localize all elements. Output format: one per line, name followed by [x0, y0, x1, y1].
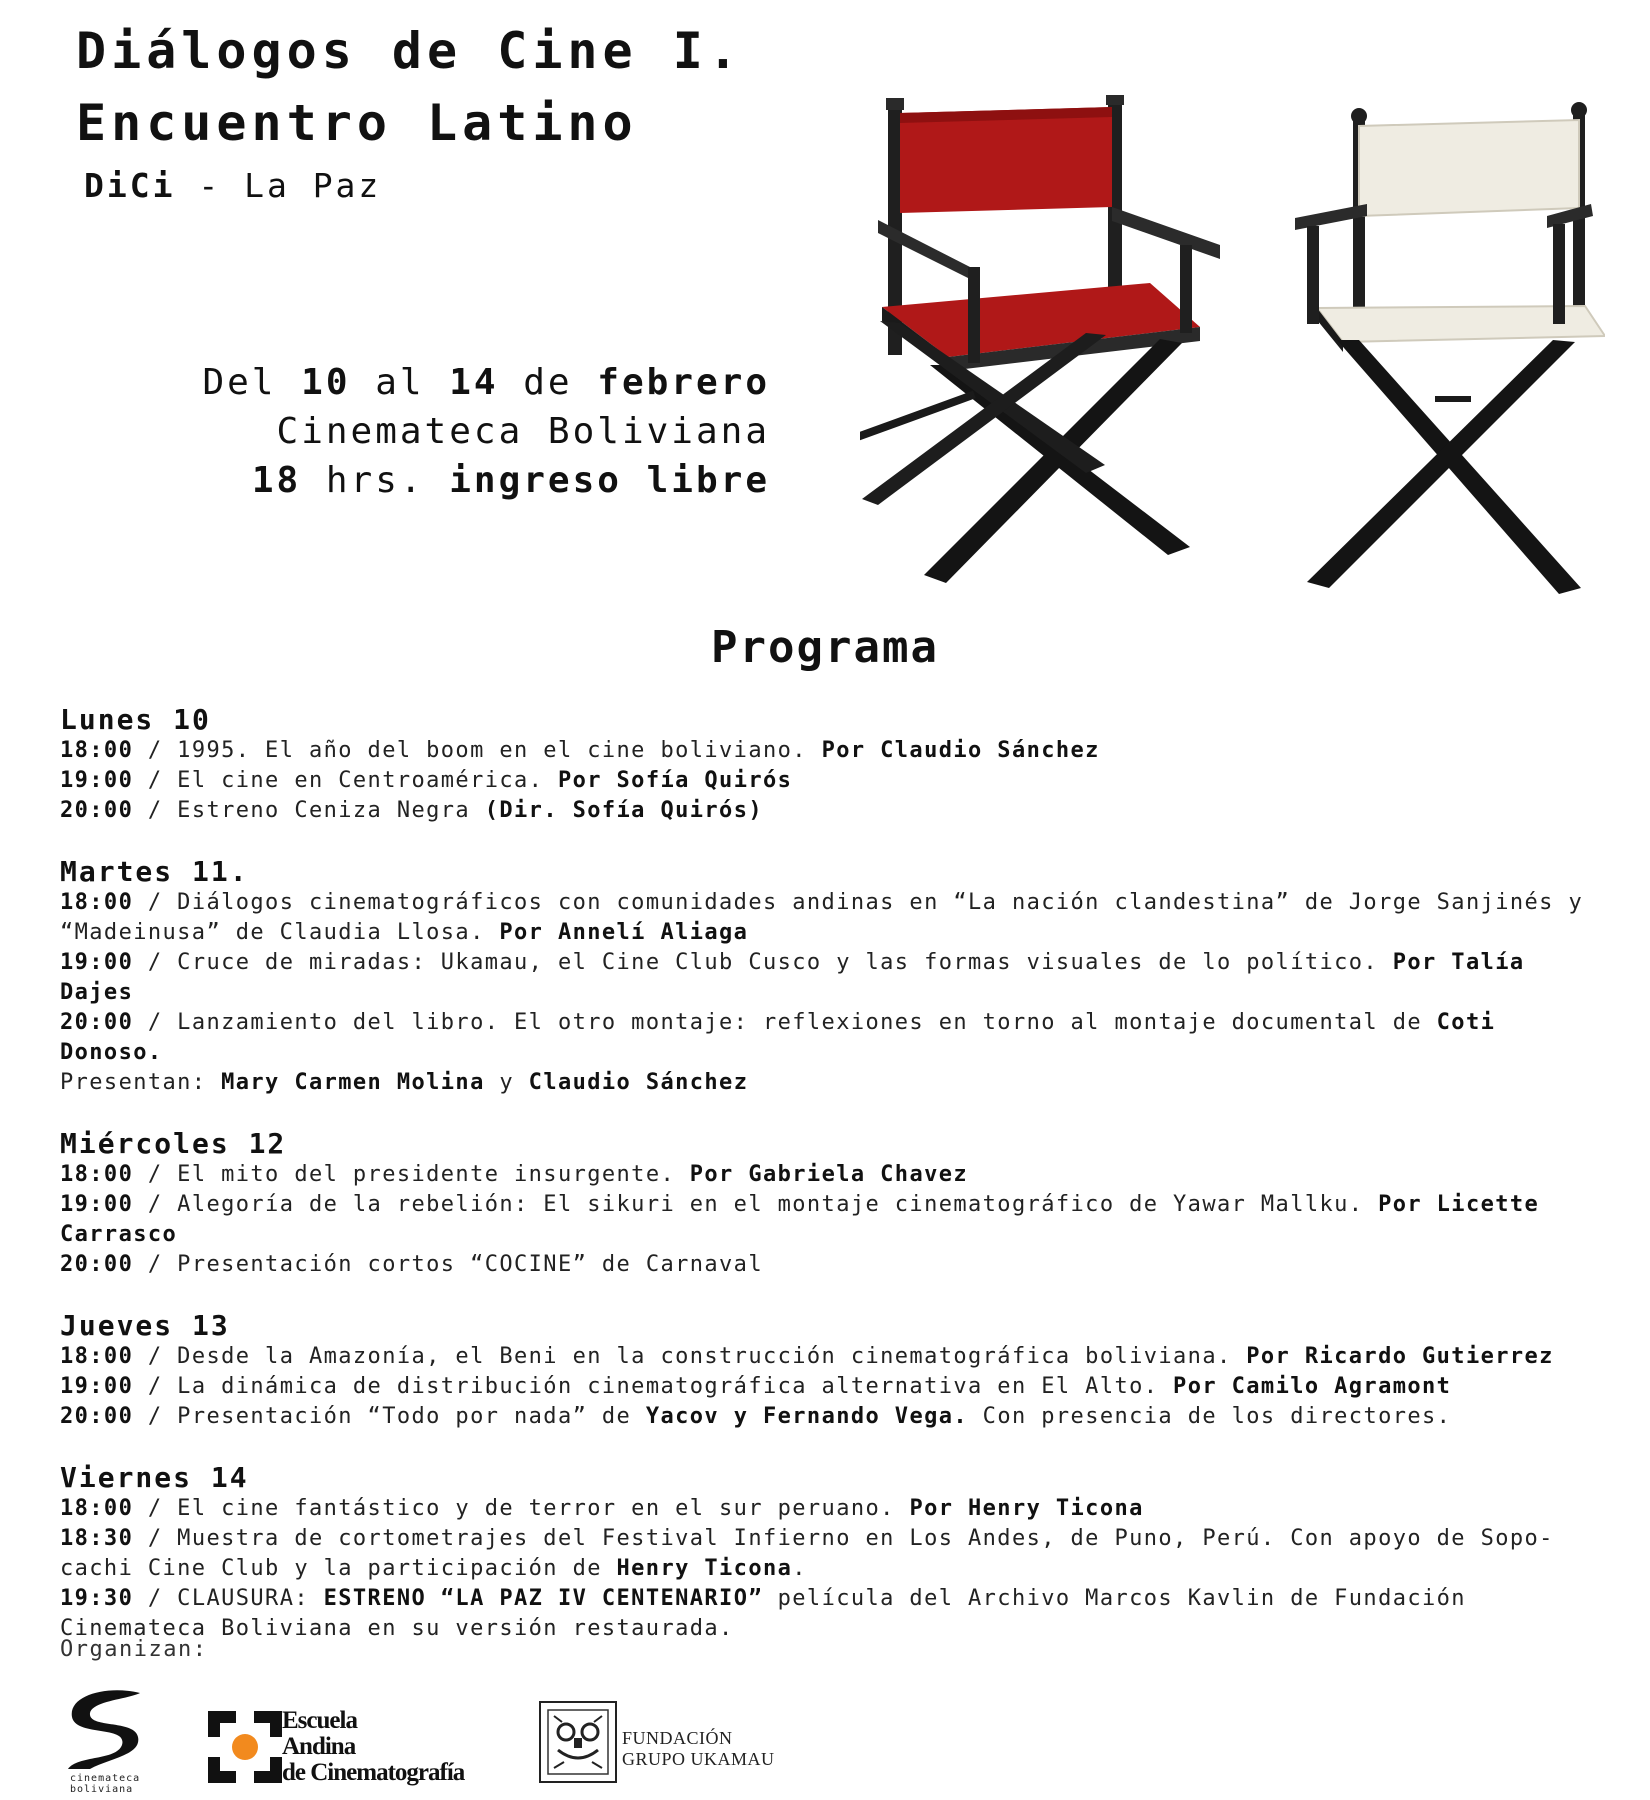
- entry-text: y: [484, 1070, 529, 1095]
- day-block-wednesday: [60, 1128, 1600, 1280]
- escuela-andina-logo-icon: [208, 1711, 282, 1783]
- entry-text: CLAUSURA:: [177, 1586, 324, 1611]
- time-bold: 18: [251, 460, 302, 501]
- entry-speaker: Por Sofía Quirós: [557, 768, 793, 793]
- entry-speaker: Coti Donoso.: [60, 1010, 1496, 1065]
- entry-text: Desde la Amazonía, el Beni en la construcción cinematográfica boliviana.: [177, 1344, 1247, 1369]
- entry-separator: /: [133, 950, 178, 975]
- escuela-andina-logo: [208, 1708, 508, 1794]
- entry-text: Presentan:: [60, 1070, 222, 1095]
- day-block-friday: [60, 1462, 1600, 1644]
- event-dates: [202, 362, 770, 403]
- program-entry: [60, 888, 1600, 948]
- program-entry: [60, 1008, 1600, 1068]
- event-info: [150, 362, 770, 512]
- red-director-chair-image: [860, 95, 1230, 595]
- entry-text: El cine en Centroamérica.: [177, 768, 558, 793]
- entry-separator: /: [133, 768, 178, 793]
- entry-time: 20:00: [60, 1010, 134, 1035]
- ukamau-logo-text: [622, 1728, 775, 1770]
- event-venue: Cinemateca Boliviana: [276, 411, 770, 452]
- subtitle-rest: - La Paz: [175, 166, 382, 205]
- program-entry: [60, 948, 1600, 1008]
- entry-time: 18:30: [60, 1526, 134, 1551]
- entry-time: 19:00: [60, 950, 134, 975]
- entry-separator: /: [133, 1586, 178, 1611]
- entry-time: 18:00: [60, 1496, 134, 1521]
- escuela-andina-text: [282, 1708, 464, 1786]
- entry-separator: /: [133, 890, 178, 915]
- dates-end: 14: [449, 362, 499, 403]
- entry-speaker: Yacov y Fernando Vega.: [645, 1404, 969, 1429]
- entry-speaker: Por Henry Ticona: [909, 1496, 1144, 1521]
- program-entry: [60, 766, 1600, 796]
- dates-month: febrero: [597, 362, 770, 403]
- event-title-line2: Encuentro Latino: [76, 94, 638, 152]
- ukamau-logo-icon: [538, 1700, 618, 1784]
- entry-text: Con presencia de los directores.: [968, 1404, 1452, 1429]
- ukamau-logo: [538, 1700, 778, 1786]
- entry-speaker: Claudio Sánchez: [528, 1070, 749, 1095]
- cinemateca-logo-text: [70, 1773, 140, 1795]
- program-entry: [60, 796, 1600, 826]
- entry-text: El cine fantástico y de terror en el sur peruano.: [177, 1496, 910, 1521]
- entry-free: ingreso libre: [449, 460, 770, 501]
- escuela-line3: de Cinematografía: [282, 1759, 465, 1786]
- organizers-label: Organizan:: [60, 1637, 208, 1662]
- entry-separator: /: [133, 1344, 178, 1369]
- entry-time: 20:00: [60, 798, 134, 823]
- entry-speaker: Por Claudio Sánchez: [821, 738, 1100, 763]
- entry-time: 19:30: [60, 1586, 134, 1611]
- entry-speaker: Por Ricardo Gutierrez: [1246, 1344, 1554, 1369]
- ukamau-line1: FUNDACIÓN: [622, 1728, 733, 1748]
- program-entry: [60, 1190, 1600, 1250]
- cinemateca-line1: cinemateca: [70, 1773, 141, 1784]
- day-block-thursday: [60, 1310, 1600, 1432]
- subtitle-bold: DiCi: [84, 166, 176, 205]
- entry-time: 18:00: [60, 1162, 134, 1187]
- dates-prefix: Del: [202, 362, 302, 403]
- day-block-monday: [60, 704, 1600, 826]
- entry-separator: /: [133, 1496, 178, 1521]
- program-entry: [60, 1524, 1600, 1584]
- program-entry: [60, 1402, 1600, 1432]
- entry-time: 18:00: [60, 738, 134, 763]
- entry-text: película del Archivo Marcos Kavlin de Fundación Cinemateca Boliviana en su versión restaurada.: [60, 1586, 1466, 1641]
- entry-speaker: Por Camilo Agramont: [1173, 1374, 1452, 1399]
- entry-separator: /: [133, 1010, 178, 1035]
- entry-time: 18:00: [60, 890, 134, 915]
- dates-de: de: [498, 362, 598, 403]
- entry-separator: /: [133, 1192, 178, 1217]
- entry-speaker: Por Licette Carrasco: [60, 1192, 1540, 1247]
- white-director-chair-image: [1285, 100, 1605, 600]
- day-title: Martes 11.: [60, 855, 249, 888]
- entry-text: Cruce de miradas: Ukamau, el Cine Club Cusco y las formas visuales de lo político.: [177, 950, 1393, 975]
- escuela-line2: Andina: [282, 1733, 356, 1760]
- entry-time: 20:00: [60, 1252, 134, 1277]
- day-title: Viernes 14: [60, 1461, 249, 1494]
- program-entry: [60, 1250, 1600, 1280]
- event-title-line1: Diálogos de Cine I.: [76, 22, 743, 80]
- time-rest: hrs.: [301, 460, 450, 501]
- entry-text: Muestra de cortometrajes del Festival Infierno en Los Andes, de Puno, Perú. Con apoyo de Sopo-cachi Cine Club y la participación de: [60, 1526, 1554, 1581]
- entry-time: 20:00: [60, 1404, 134, 1429]
- entry-speaker: Por Annelí Aliaga: [499, 920, 749, 945]
- day-title: Miércoles 12: [60, 1127, 287, 1160]
- dates-middle: al: [350, 362, 450, 403]
- dates-start: 10: [301, 362, 351, 403]
- entry-speaker: ESTRENO “LA PAZ IV CENTENARIO”: [323, 1586, 763, 1611]
- program-entry: [60, 1584, 1600, 1644]
- entry-speaker: Henry Ticona: [616, 1556, 793, 1581]
- entry-speaker: Por Talía Dajes: [60, 950, 1525, 1005]
- entry-text: Lanzamiento del libro. El otro montaje: reflexiones en torno al montaje documental de: [177, 1010, 1437, 1035]
- program-heading: Programa: [711, 622, 939, 673]
- program-entry: [60, 1494, 1600, 1524]
- entry-time: 19:00: [60, 1192, 134, 1217]
- entry-text: La dinámica de distribución cinematográfica alternativa en El Alto.: [177, 1374, 1174, 1399]
- program-entry: [60, 736, 1600, 766]
- entry-separator: /: [133, 738, 178, 763]
- entry-separator: /: [133, 1252, 178, 1277]
- program-entry: [60, 1160, 1600, 1190]
- program-entry: [60, 1372, 1600, 1402]
- entry-separator: /: [133, 1374, 178, 1399]
- cinemateca-logo-icon: [58, 1685, 158, 1773]
- entry-separator: /: [133, 798, 178, 823]
- entry-text: Alegoría de la rebelión: El sikuri en el montaje cinematográfico de Yawar Mallku.: [177, 1192, 1379, 1217]
- entry-separator: /: [133, 1404, 178, 1429]
- entry-text: El mito del presidente insurgente.: [177, 1162, 690, 1187]
- entry-text: Estreno Ceniza Negra: [177, 798, 485, 823]
- event-time: [252, 460, 770, 501]
- program-entry: [60, 1068, 1600, 1098]
- entry-separator: /: [133, 1162, 178, 1187]
- cinemateca-logo: [58, 1685, 158, 1797]
- ukamau-line2: GRUPO UKAMAU: [622, 1749, 775, 1769]
- entry-separator: /: [133, 1526, 178, 1551]
- entry-speaker: (Dir. Sofía Quirós): [484, 798, 763, 823]
- day-block-tuesday: [60, 856, 1600, 1098]
- day-title: Jueves 13: [60, 1309, 230, 1342]
- entry-speaker: Por Gabriela Chavez: [689, 1162, 969, 1187]
- day-title: Lunes 10: [60, 703, 211, 736]
- entry-text: .: [792, 1556, 807, 1581]
- entry-time: 19:00: [60, 1374, 134, 1399]
- event-subtitle: [84, 166, 381, 205]
- entry-text: 1995. El año del boom en el cine boliviano.: [177, 738, 822, 763]
- entry-text: Presentación “Todo por nada” de: [177, 1404, 646, 1429]
- escuela-line1: Escuela: [282, 1707, 357, 1734]
- entry-time: 19:00: [60, 768, 134, 793]
- entry-text: Presentación cortos “COCINE” de Carnaval: [177, 1252, 763, 1277]
- cinemateca-line2: boliviana: [70, 1784, 134, 1795]
- program-entry: [60, 1342, 1600, 1372]
- entry-speaker: Mary Carmen Molina: [221, 1070, 485, 1095]
- entry-text: Diálogos cinematográficos con comunidades andinas en “La nación clandestina” de Jorge Sanjinés y “Madeinusa” de Claudia Llosa.: [60, 890, 1584, 945]
- entry-time: 18:00: [60, 1344, 134, 1369]
- program-schedule: [60, 704, 1600, 1674]
